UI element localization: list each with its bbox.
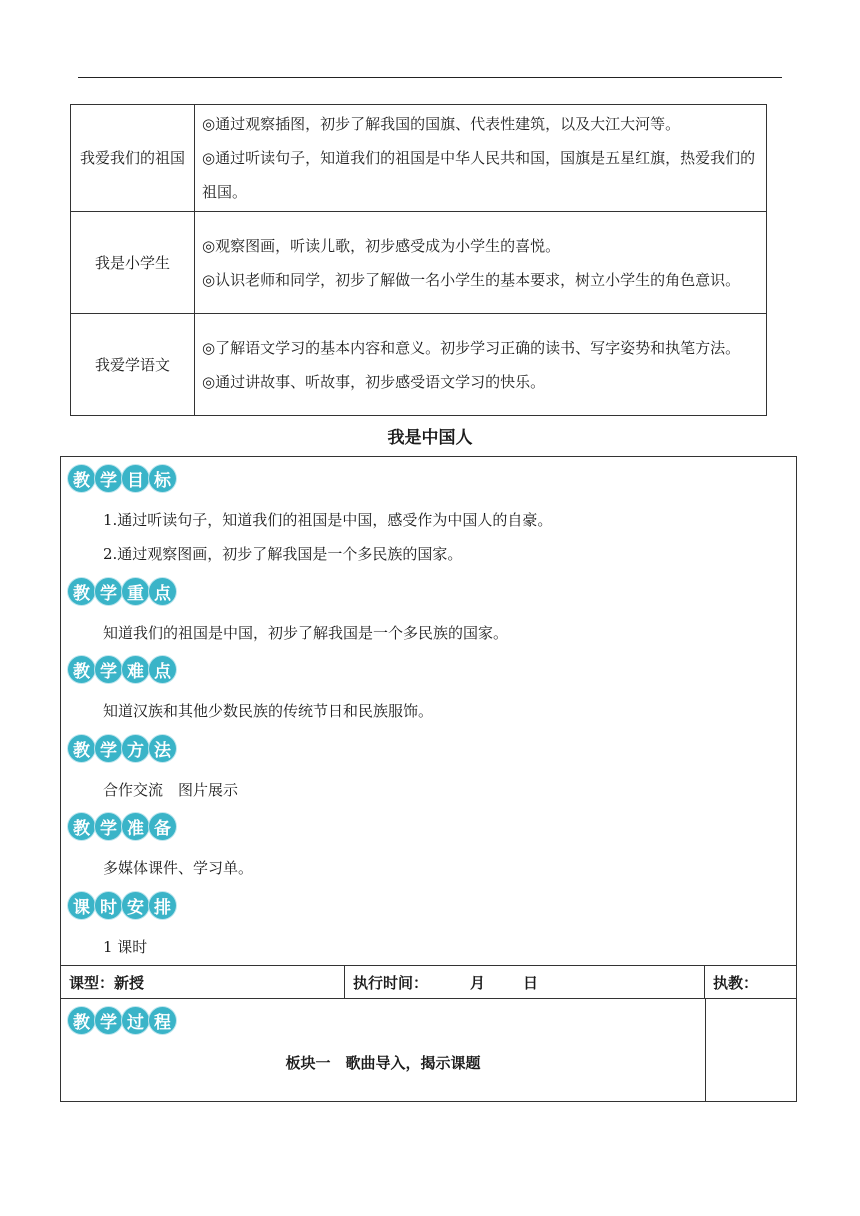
heading-badge: 教 <box>68 656 95 683</box>
unit-goals <box>195 212 767 314</box>
heading-badge: 教 <box>68 813 95 840</box>
preparation-heading <box>68 813 176 843</box>
objectives-heading <box>68 465 176 495</box>
method-line: 合作交流 图片展示 <box>103 781 239 799</box>
teacher: 执教： <box>713 973 759 992</box>
heading-badge: 教 <box>68 578 95 605</box>
heading-badge: 点 <box>149 656 176 683</box>
unit-name: 我爱学语文 <box>71 314 195 416</box>
goal-line: ◎认识老师和同学，初步了解做一名小学生的基本要求，树立小学生的角色意识。 <box>202 270 741 289</box>
goal-line: ◎通过观察插图，初步了解我国的国旗、代表性建筑，以及大江大河等。 <box>202 115 681 133</box>
heading-badge: 过 <box>122 1007 149 1034</box>
unit-goals <box>195 105 767 212</box>
heading-badge: 标 <box>149 465 176 492</box>
heading-badge: 学 <box>95 578 122 605</box>
goal-line: ◎通过听读句子，知道我们的祖国是中华人民共和国，国旗是五星红旗，热爱我们的祖国。 <box>202 149 756 201</box>
difficulties-heading <box>68 656 176 686</box>
table-row <box>71 105 767 212</box>
process-heading <box>68 1007 176 1037</box>
schedule-line: 1 课时 <box>103 938 148 956</box>
heading-badge: 教 <box>68 1007 95 1034</box>
goal-line: ◎了解语文学习的基本内容和意义。初步学习正确的读书、写字姿势和执笔方法。 <box>202 338 741 357</box>
heading-badge: 安 <box>122 892 149 919</box>
right-column-divider <box>705 999 706 1102</box>
unit-name: 我是小学生 <box>71 212 195 314</box>
execution-time <box>345 966 705 998</box>
key-point-line: 知道我们的祖国是中国，初步了解我国是一个多民族的国家。 <box>103 624 509 642</box>
heading-badge: 教 <box>68 465 95 492</box>
unit-goals <box>195 314 767 416</box>
lesson-plan-box <box>60 456 797 1102</box>
difficulty-line: 知道汉族和其他少数民族的传统节日和民族服饰。 <box>103 702 434 720</box>
header-rule <box>78 77 782 78</box>
heading-badge: 课 <box>68 892 95 919</box>
table-row <box>71 212 767 314</box>
unit-name: 我爱我们的祖国 <box>71 105 195 212</box>
methods-heading <box>68 735 176 765</box>
heading-badge: 学 <box>95 813 122 840</box>
table-row <box>71 314 767 416</box>
heading-badge: 点 <box>149 578 176 605</box>
execution-time-label: 执行时间： <box>353 973 429 992</box>
preparation-line: 多媒体课件、学习单。 <box>103 859 254 877</box>
key-points-heading <box>68 578 176 608</box>
goal-line: ◎观察图画，听读儿歌，初步感受成为小学生的喜悦。 <box>202 236 561 255</box>
heading-badge: 法 <box>149 735 176 762</box>
heading-badge: 难 <box>122 656 149 683</box>
heading-badge: 学 <box>95 465 122 492</box>
heading-badge: 目 <box>122 465 149 492</box>
month-label: 月 <box>470 973 486 992</box>
block-title: 板块一 歌曲导入，揭示课题 <box>285 1054 481 1072</box>
heading-badge: 程 <box>149 1007 176 1034</box>
schedule-heading <box>68 892 176 922</box>
lesson-title: 我是中国人 <box>387 428 473 448</box>
objective-line: 1.通过听读句子，知道我们的祖国是中国，感受作为中国人的自豪。 <box>103 511 553 529</box>
heading-badge: 学 <box>95 735 122 762</box>
goal-line: ◎通过讲故事、听故事，初步感受语文学习的快乐。 <box>202 372 546 391</box>
lesson-type: 课型：新授 <box>61 966 345 998</box>
heading-badge: 排 <box>149 892 176 919</box>
unit-goals-table <box>70 104 767 416</box>
objective-line: 2.通过观察图画，初步了解我国是一个多民族的国家。 <box>103 545 463 563</box>
lesson-info-row <box>61 965 796 999</box>
day-label: 日 <box>523 973 539 992</box>
heading-badge: 学 <box>95 1007 122 1034</box>
heading-badge: 准 <box>122 813 149 840</box>
heading-badge: 学 <box>95 656 122 683</box>
heading-badge: 时 <box>95 892 122 919</box>
heading-badge: 备 <box>149 813 176 840</box>
heading-badge: 重 <box>122 578 149 605</box>
heading-badge: 教 <box>68 735 95 762</box>
heading-badge: 方 <box>122 735 149 762</box>
